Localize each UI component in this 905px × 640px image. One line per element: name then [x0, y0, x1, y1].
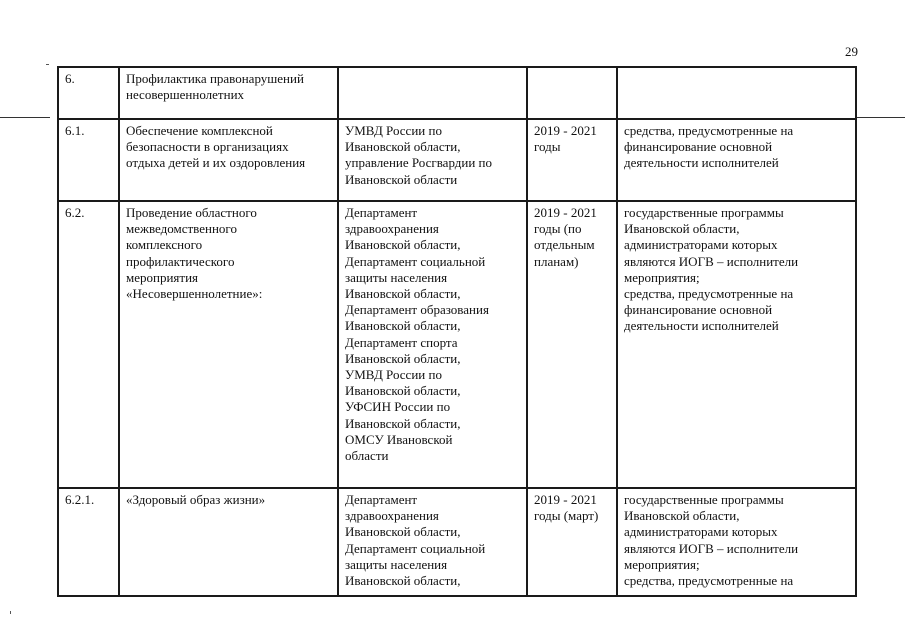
cell-funding-source — [617, 67, 856, 119]
cell-line: 2019 - 2021 — [534, 205, 597, 220]
cell-line: Ивановской области — [345, 171, 458, 187]
cell-line: Департамент — [345, 205, 418, 220]
cell-line: государственные программы — [624, 205, 784, 220]
cell-line: средства, предусмотренные на — [624, 573, 794, 589]
cell-line: являются ИОГВ – исполнители — [624, 253, 799, 269]
cell-line: 6. — [65, 71, 75, 86]
cell-term — [527, 67, 617, 119]
cell-line: области — [345, 448, 389, 464]
cell-measure-name — [119, 67, 338, 119]
cell-term — [527, 488, 617, 596]
cell-executors — [338, 201, 527, 488]
scan-margin-line-right — [855, 117, 905, 118]
cell-line: Ивановской области, — [345, 318, 461, 334]
cell-line: «Несовершеннолетние»: — [126, 286, 263, 302]
cell-line: администраторами которых — [624, 524, 778, 540]
page-number: 29 — [845, 44, 858, 59]
cell-line: УМВД России по — [345, 123, 442, 138]
cell-line: защиты населения — [345, 269, 448, 285]
cell-line: финансирование основной — [624, 302, 773, 318]
scan-speck — [46, 64, 49, 65]
cell-line: 2019 - 2021 — [534, 492, 597, 507]
cell-line: Ивановской области, — [345, 286, 461, 302]
cell-line: Ивановской области, — [345, 383, 461, 399]
cell-line: комплексного — [126, 237, 203, 253]
cell-line: «Здоровый образ жизни» — [126, 492, 266, 507]
cell-line: Ивановской области, — [345, 237, 461, 253]
cell-number — [58, 119, 119, 201]
cell-measure-name — [119, 201, 338, 488]
cell-line: Ивановской области, — [345, 139, 461, 155]
cell-line: Проведение областного — [126, 205, 257, 220]
cell-line: Департамент образования — [345, 302, 489, 318]
cell-executors — [338, 119, 527, 201]
cell-line: Ивановской области, — [345, 350, 461, 366]
cell-term — [527, 119, 617, 201]
cell-line: администраторами которых — [624, 237, 778, 253]
scan-margin-line-left — [0, 117, 50, 118]
cell-line: Ивановской области, — [624, 508, 740, 524]
cell-number — [58, 201, 119, 488]
cell-line: 6.2. — [65, 205, 85, 220]
cell-line: отдыха детей и их оздоровления — [126, 155, 306, 171]
cell-line: 6.2.1. — [65, 492, 95, 507]
scan-speck — [10, 611, 11, 614]
cell-line: Ивановской области, — [345, 415, 461, 431]
table-row — [58, 488, 856, 596]
cell-line: профилактического — [126, 253, 235, 269]
cell-line: УФСИН России по — [345, 399, 451, 415]
cell-line: средства, предусмотренные на — [624, 123, 794, 138]
cell-line: мероприятия; — [624, 269, 700, 285]
cell-line: здравоохранения — [345, 221, 439, 237]
cell-line: отдельным — [534, 237, 595, 253]
cell-line: средства, предусмотренные на — [624, 286, 794, 302]
cell-funding-source — [617, 488, 856, 596]
cell-number — [58, 67, 119, 119]
cell-term — [527, 201, 617, 488]
cell-line: безопасности в организациях — [126, 139, 289, 155]
cell-line: являются ИОГВ – исполнители — [624, 540, 799, 556]
table-row — [58, 67, 856, 119]
cell-line: Обеспечение комплексной — [126, 123, 273, 138]
cell-line: годы (март) — [534, 508, 599, 524]
cell-line: планам) — [534, 253, 579, 269]
cell-line: защиты населения — [345, 556, 448, 572]
cell-line: Департамент — [345, 492, 418, 507]
cell-line: Ивановской области, — [345, 524, 461, 540]
cell-funding-source — [617, 119, 856, 201]
cell-line: мероприятия; — [624, 556, 700, 572]
cell-line: 6.1. — [65, 123, 85, 138]
cell-line: здравоохранения — [345, 508, 439, 524]
cell-line: управление Росгвардии по — [345, 155, 493, 171]
cell-line: Профилактика правонарушений — [126, 71, 304, 86]
cell-line: УМВД России по — [345, 367, 442, 383]
cell-line: ОМСУ Ивановской — [345, 431, 453, 447]
cell-executors — [338, 488, 527, 596]
cell-line: деятельности исполнителей — [624, 318, 779, 334]
cell-line: Департамент социальной — [345, 540, 486, 556]
cell-line: Ивановской области, — [624, 221, 740, 237]
cell-line: Департамент спорта — [345, 334, 458, 350]
cell-measure-name — [119, 488, 338, 596]
cell-line: финансирование основной — [624, 139, 773, 155]
cell-line: межведомственного — [126, 221, 237, 237]
measures-table — [57, 66, 857, 597]
cell-number — [58, 488, 119, 596]
cell-line: государственные программы — [624, 492, 784, 507]
cell-line: несовершеннолетних — [126, 87, 245, 103]
cell-executors — [338, 67, 527, 119]
table-row — [58, 201, 856, 488]
cell-line: деятельности исполнителей — [624, 155, 779, 171]
cell-line: Департамент социальной — [345, 253, 486, 269]
cell-measure-name — [119, 119, 338, 201]
cell-line: мероприятия — [126, 269, 199, 285]
cell-line: годы — [534, 139, 561, 155]
cell-line: 2019 - 2021 — [534, 123, 597, 138]
cell-funding-source — [617, 201, 856, 488]
cell-line: годы (по — [534, 221, 582, 237]
table-row — [58, 119, 856, 201]
cell-line: Ивановской области, — [345, 573, 461, 589]
